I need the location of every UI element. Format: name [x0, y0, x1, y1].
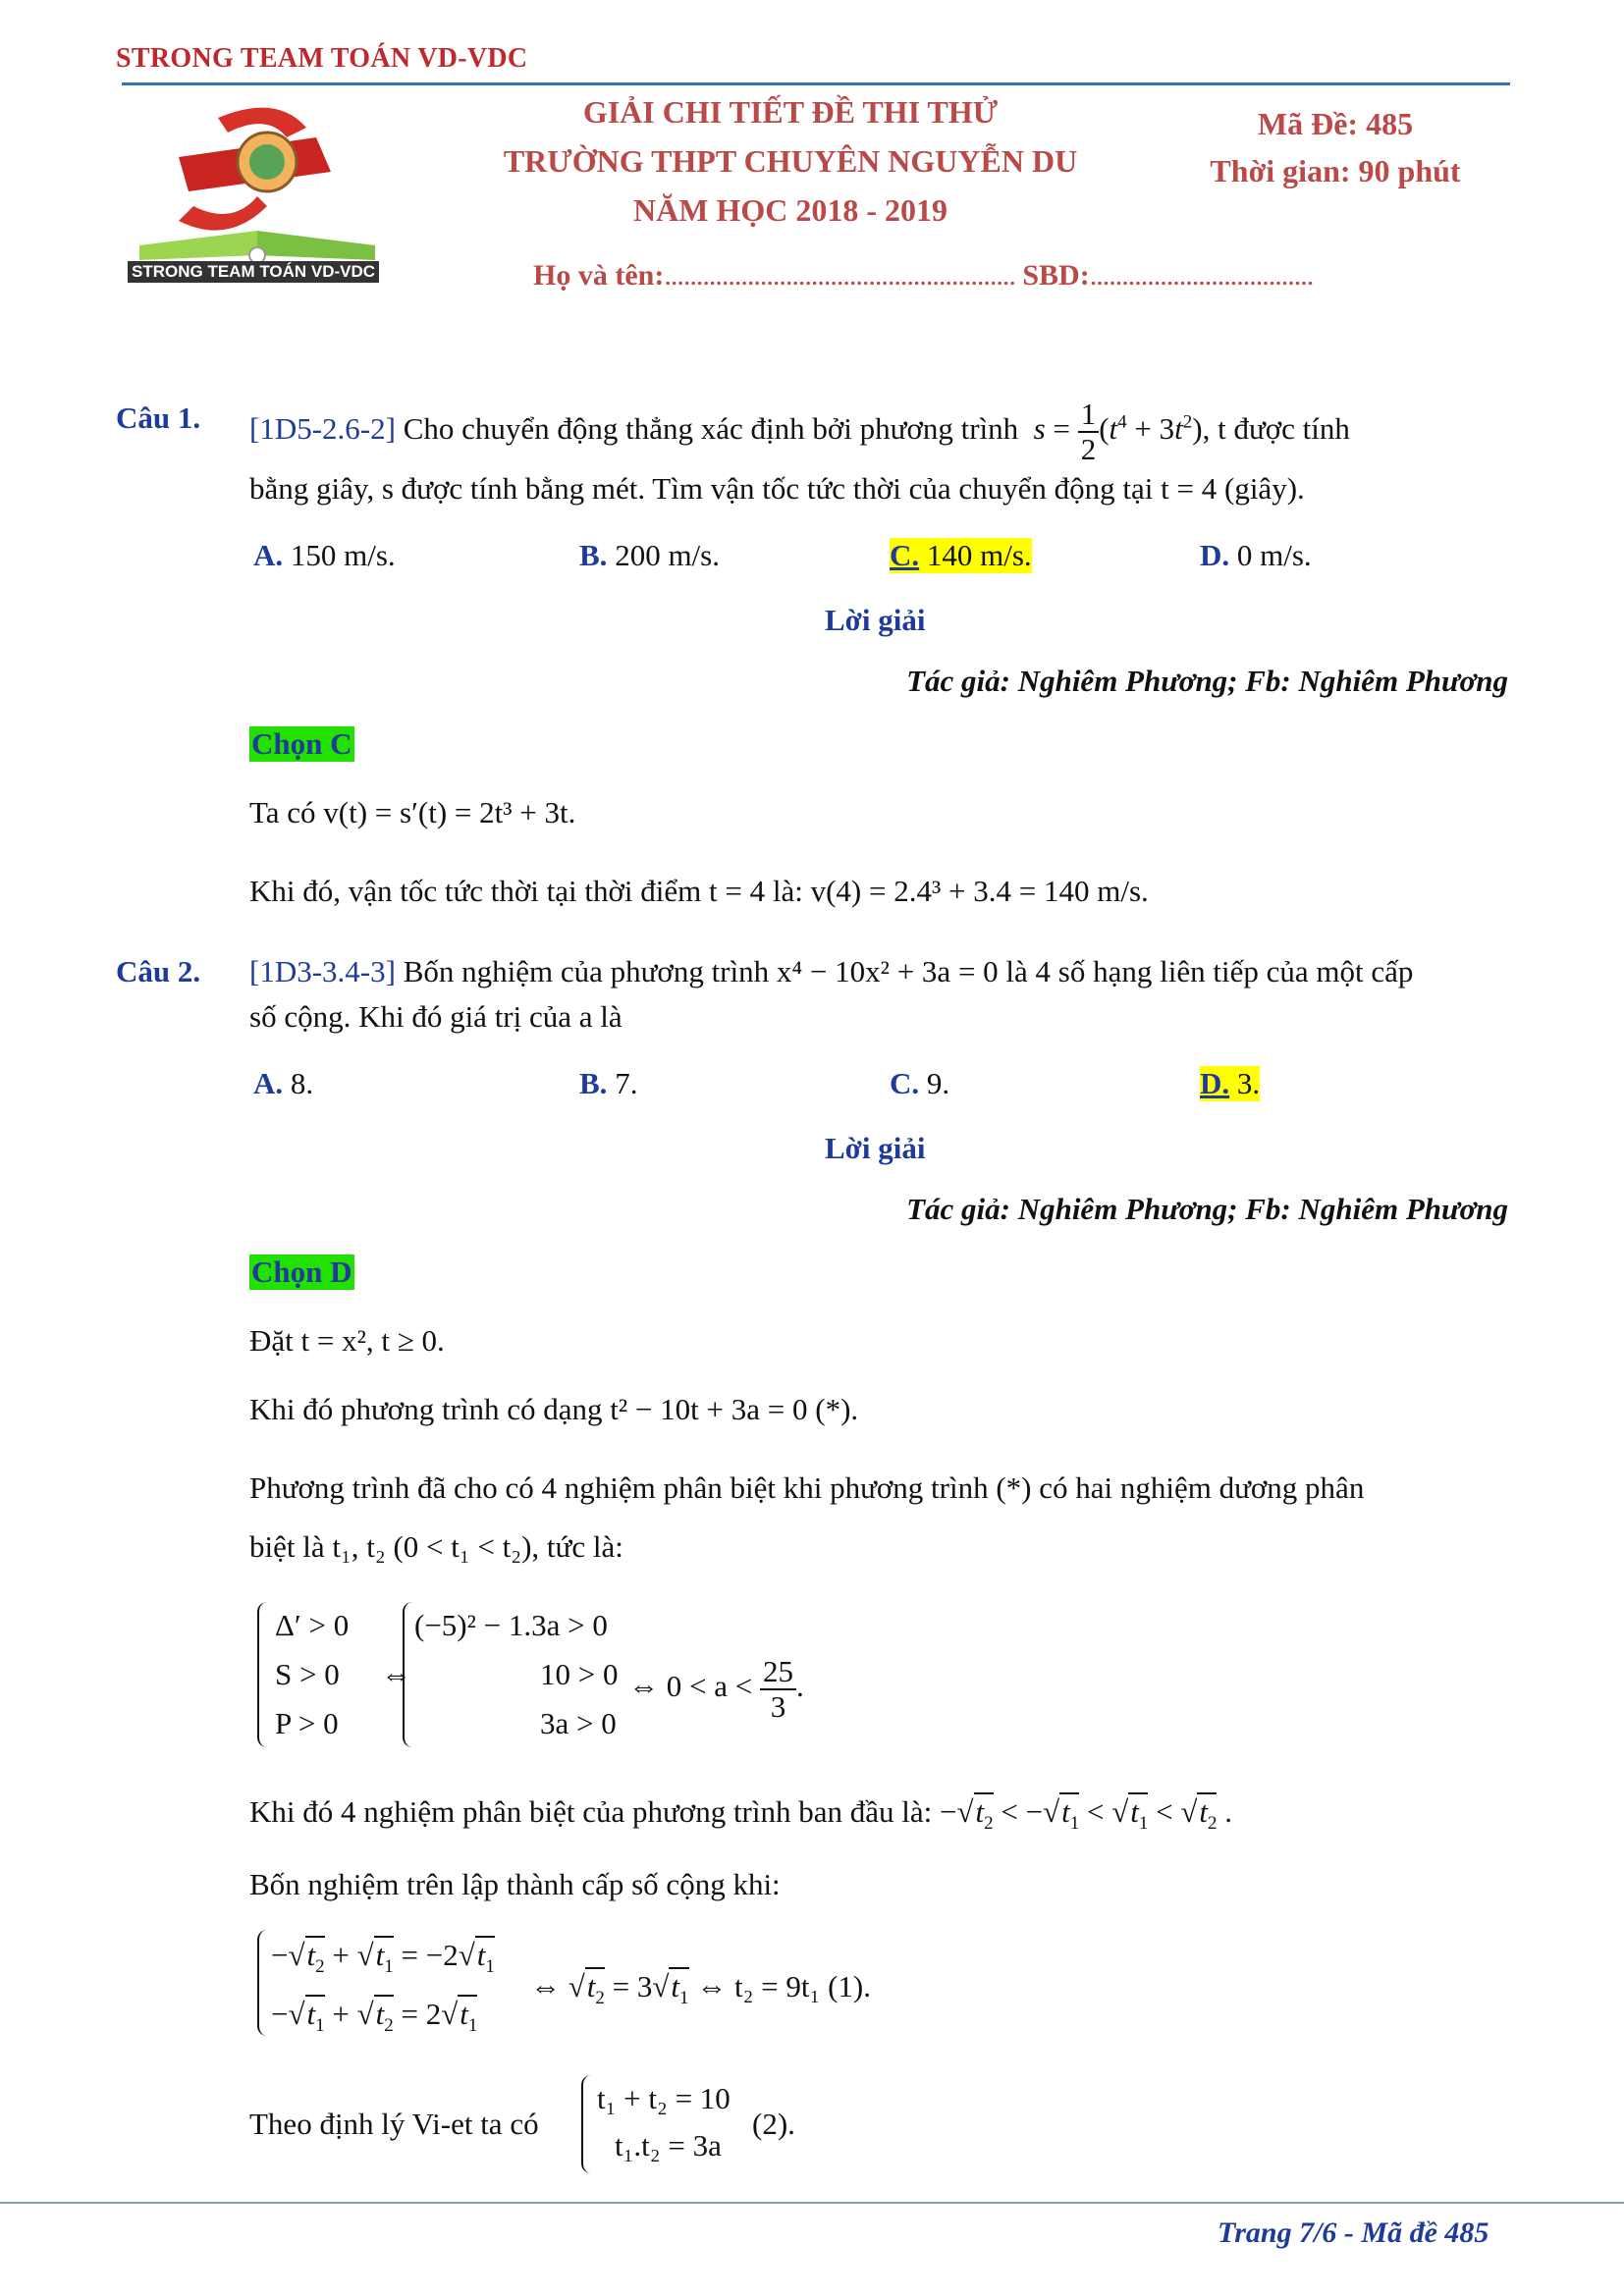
vieta-tag: (2).	[752, 2107, 795, 2141]
name-sbd-line	[533, 259, 1313, 293]
q2-text-a: Bốn nghiệm của phương trình x⁴ − 10x² + 3a = 0 là 4 số hạng liên tiếp của một cấp	[403, 954, 1414, 988]
q1-solution-title: Lời giải	[825, 603, 926, 637]
system2-left: $-√t_2 + √t_1 = -2√t_1$ $-√t_1 + √t_2 = 2√t_1$	[271, 1938, 495, 2037]
q2-option-a[interactable]: A. 8.	[253, 1066, 314, 1100]
system1-result: ⇔ 0 < a < $\frac{25}{3}$ .	[628, 1654, 804, 1725]
q2-answer-badge: Chọn D	[251, 1255, 352, 1289]
vieta-brace	[581, 2075, 595, 2173]
q2-stem	[249, 952, 1516, 991]
header-title-line-3: NĂM HỌC 2018 - 2019	[633, 192, 947, 228]
q1-answer-badge: Chọn C	[251, 726, 352, 761]
q1-formula: s = $\frac{1}{2}$ $(t^4 + 3t^2)$	[1033, 397, 1203, 467]
q2-line-4: Khi đó 4 nghiệm phân biệt của phương trình ban đầu là: $-√t_2 < -√t_1 < √t_1 < √t_2$ .	[249, 1794, 1232, 1835]
system2-result: ⇔ $√t_2 = 3√t_1$ ⇔ t₂ = 9t₁ (1).	[530, 1969, 871, 2009]
q1-text-c: bằng giây, s được tính bằng mét. Tìm vận tốc tức thời của chuyển động tại t = 4 (giây).	[249, 471, 1305, 506]
q2-line-2: Khi đó phương trình có dạng t² − 10t + 3a = 0 (*).	[249, 1392, 859, 1426]
q1-stem	[249, 398, 1511, 466]
q1-option-d[interactable]: D. 0 m/s.	[1200, 538, 1312, 572]
q2-line-6: Theo định lý Vi-et ta có	[249, 2107, 539, 2141]
exam-time: Thời gian: 90 phút	[1210, 153, 1461, 188]
q1-solution-line-1: Ta có v(t) = s′(t) = 2t³ + 3t.	[249, 795, 576, 829]
team-logo	[120, 98, 395, 285]
q1-label: Câu 1.	[116, 400, 201, 435]
q1-option-b[interactable]: B. 200 m/s.	[579, 538, 720, 572]
q1-author: Tác giả: Nghiêm Phương; Fb: Nghiêm Phương	[906, 664, 1508, 698]
q2-line-3a: Phương trình đã cho có 4 nghiệm phân biệt khi phương trình (*) có hai nghiệm dương phân	[249, 1470, 1365, 1505]
q1-option-a[interactable]: A. 150 m/s.	[253, 538, 396, 572]
sbd-dots: ...................................	[1089, 259, 1314, 292]
q2-option-d[interactable]: D. 3.	[1200, 1066, 1261, 1100]
page-footer: Trang 7/6 - Mã đề 485	[1218, 2216, 1489, 2249]
system1-left: Δ′ > 0 S > 0 P > 0	[275, 1608, 350, 1740]
name-dots: .......................................................	[664, 259, 1015, 292]
exam-code: Mã Đề: 485	[1257, 106, 1414, 141]
header-title-line-1: GIẢI CHI TIẾT ĐỀ THI THỬ	[582, 94, 999, 130]
q2-line-5: Bốn nghiệm trên lập thành cấp số cộng khi:	[249, 1867, 781, 1901]
q2-line-3b: biệt là t₁, t₂ (0 < t₁ < t₂), tức là:	[249, 1529, 623, 1564]
sbd-label: SBD:	[1022, 259, 1090, 292]
equiv-symbol: ⇔	[381, 1657, 411, 1691]
q2-text-b: số cộng. Khi đó giá trị của a là	[249, 999, 623, 1034]
q1-tag: [1D5-2.6-2]	[249, 411, 396, 447]
q2-solution-title: Lời giải	[825, 1131, 926, 1165]
header-divider	[122, 82, 1510, 85]
logo-caption: STRONG TEAM TOÁN VD-VDC	[128, 261, 379, 283]
q2-option-b[interactable]: B. 7.	[579, 1066, 638, 1100]
system1-left-brace	[257, 1602, 271, 1747]
q2-label: Câu 2.	[116, 954, 201, 988]
name-label: Họ và tên:	[533, 259, 665, 292]
vieta-system: t₁ + t₂ = 10 t₁.t₂ = 3a	[597, 2081, 731, 2163]
q2-tag: [1D3-3.4-3]	[249, 954, 396, 988]
q1-text-a: Cho chuyển động thẳng xác định bởi phương trình	[403, 411, 1019, 447]
q1-solution-line-2: Khi đó, vận tốc tức thời tại thời điểm t = 4 là: v(4) = 2.4³ + 3.4 = 140 m/s.	[249, 874, 1149, 908]
system2-brace	[257, 1930, 271, 2036]
q2-author: Tác giả: Nghiêm Phương; Fb: Nghiêm Phương	[906, 1192, 1508, 1226]
system1-right: (−5)² − 1.3a > 0 10 > 0 3a > 0	[414, 1608, 619, 1740]
q1-text-b: , t được tính	[1202, 411, 1350, 447]
q2-line-1: Đặt t = x², t ≥ 0.	[249, 1323, 445, 1358]
q2-option-c[interactable]: C. 9.	[890, 1066, 950, 1100]
team-name: STRONG TEAM TOÁN VD-VDC	[116, 43, 528, 74]
header-title-line-2: TRƯỜNG THPT CHUYÊN NGUYỄN DU	[503, 143, 1078, 179]
footer-divider	[0, 2202, 1624, 2204]
q1-option-c[interactable]: C. 140 m/s.	[890, 538, 1032, 572]
